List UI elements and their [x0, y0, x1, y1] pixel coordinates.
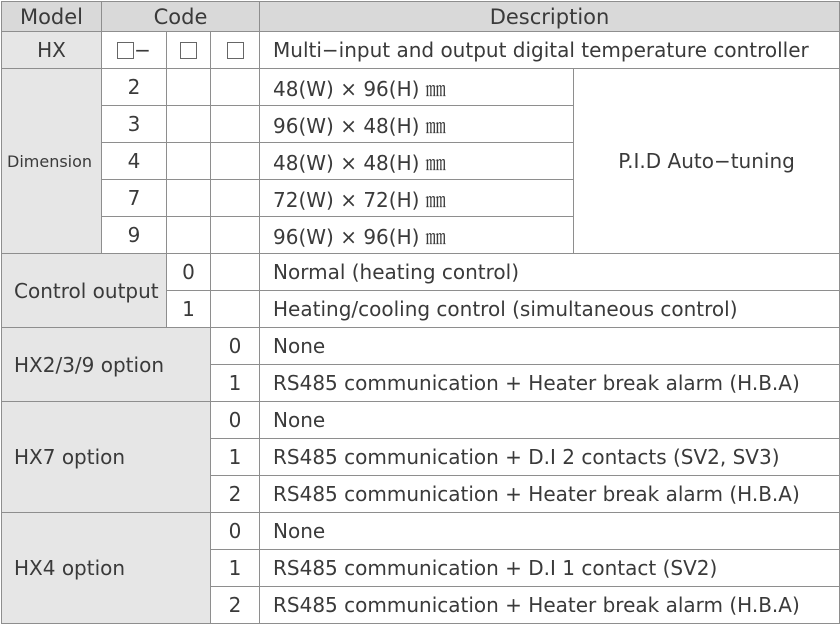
code-slot-option: [211, 32, 260, 69]
ordering-code-table: [1, 1, 840, 624]
hx239-option-code: 1: [211, 365, 260, 402]
hx4-option-desc: RS485 communication + D.I 1 contact (SV2): [260, 550, 840, 587]
hx7-option-label: HX7 option: [2, 402, 211, 513]
table-row: [2, 513, 840, 550]
dimension-desc: 96(W) × 48(H) ㎜: [260, 106, 574, 143]
dimension-desc: 72(W) × 72(H) ㎜: [260, 180, 574, 217]
header-code: Code: [102, 2, 260, 32]
header-model: Model: [2, 2, 102, 32]
model-row: [2, 32, 840, 69]
table-header-row: [2, 2, 840, 32]
dimension-code: 3: [102, 106, 167, 143]
hx4-option-code: 1: [211, 550, 260, 587]
control-output-label: Control output: [2, 254, 167, 328]
hx7-option-desc: None: [260, 402, 840, 439]
pid-auto-tuning-note: P.I.D Auto−tuning: [574, 69, 840, 254]
hx7-option-desc: RS485 communication + D.I 2 contacts (SV2, SV3): [260, 439, 840, 476]
table-row: [2, 328, 840, 365]
hx239-option-desc: RS485 communication + Heater break alarm (H.B.A): [260, 365, 840, 402]
table-row: [2, 69, 840, 106]
control-output-desc: Heating/cooling control (simultaneous control): [260, 291, 840, 328]
dimension-code: 2: [102, 69, 167, 106]
table-row: [2, 402, 840, 439]
code-slot-output: [167, 32, 211, 69]
hx239-option-label: HX2/3/9 option: [2, 328, 211, 402]
hx4-option-code: 0: [211, 513, 260, 550]
dimension-code: 4: [102, 143, 167, 180]
hx7-option-desc: RS485 communication + Heater break alarm (H.B.A): [260, 476, 840, 513]
hx4-option-code: 2: [211, 587, 260, 624]
model-name: HX: [2, 32, 102, 69]
dimension-label: Dimension: [2, 69, 102, 254]
hx239-option-code: 0: [211, 328, 260, 365]
hx4-option-label: HX4 option: [2, 513, 211, 624]
code-box-icon: [180, 42, 197, 59]
control-output-code: 1: [167, 291, 211, 328]
hx7-option-code: 0: [211, 402, 260, 439]
hx4-option-desc: RS485 communication + Heater break alarm (H.B.A): [260, 587, 840, 624]
model-description: Multi−input and output digital temperature controller: [260, 32, 840, 69]
code-box-icon: [117, 42, 134, 59]
table-row: [2, 254, 840, 291]
code-dash: −: [134, 38, 151, 62]
code-box-icon: [227, 42, 244, 59]
hx239-option-desc: None: [260, 328, 840, 365]
dimension-desc: 96(W) × 96(H) ㎜: [260, 217, 574, 254]
hx7-option-code: 2: [211, 476, 260, 513]
control-output-desc: Normal (heating control): [260, 254, 840, 291]
control-output-code: 0: [167, 254, 211, 291]
hx4-option-desc: None: [260, 513, 840, 550]
header-description: Description: [260, 2, 840, 32]
dimension-code: 7: [102, 180, 167, 217]
dimension-desc: 48(W) × 48(H) ㎜: [260, 143, 574, 180]
dimension-code: 9: [102, 217, 167, 254]
code-slot-dimension: [102, 32, 167, 69]
hx7-option-code: 1: [211, 439, 260, 476]
dimension-desc: 48(W) × 96(H) ㎜: [260, 69, 574, 106]
